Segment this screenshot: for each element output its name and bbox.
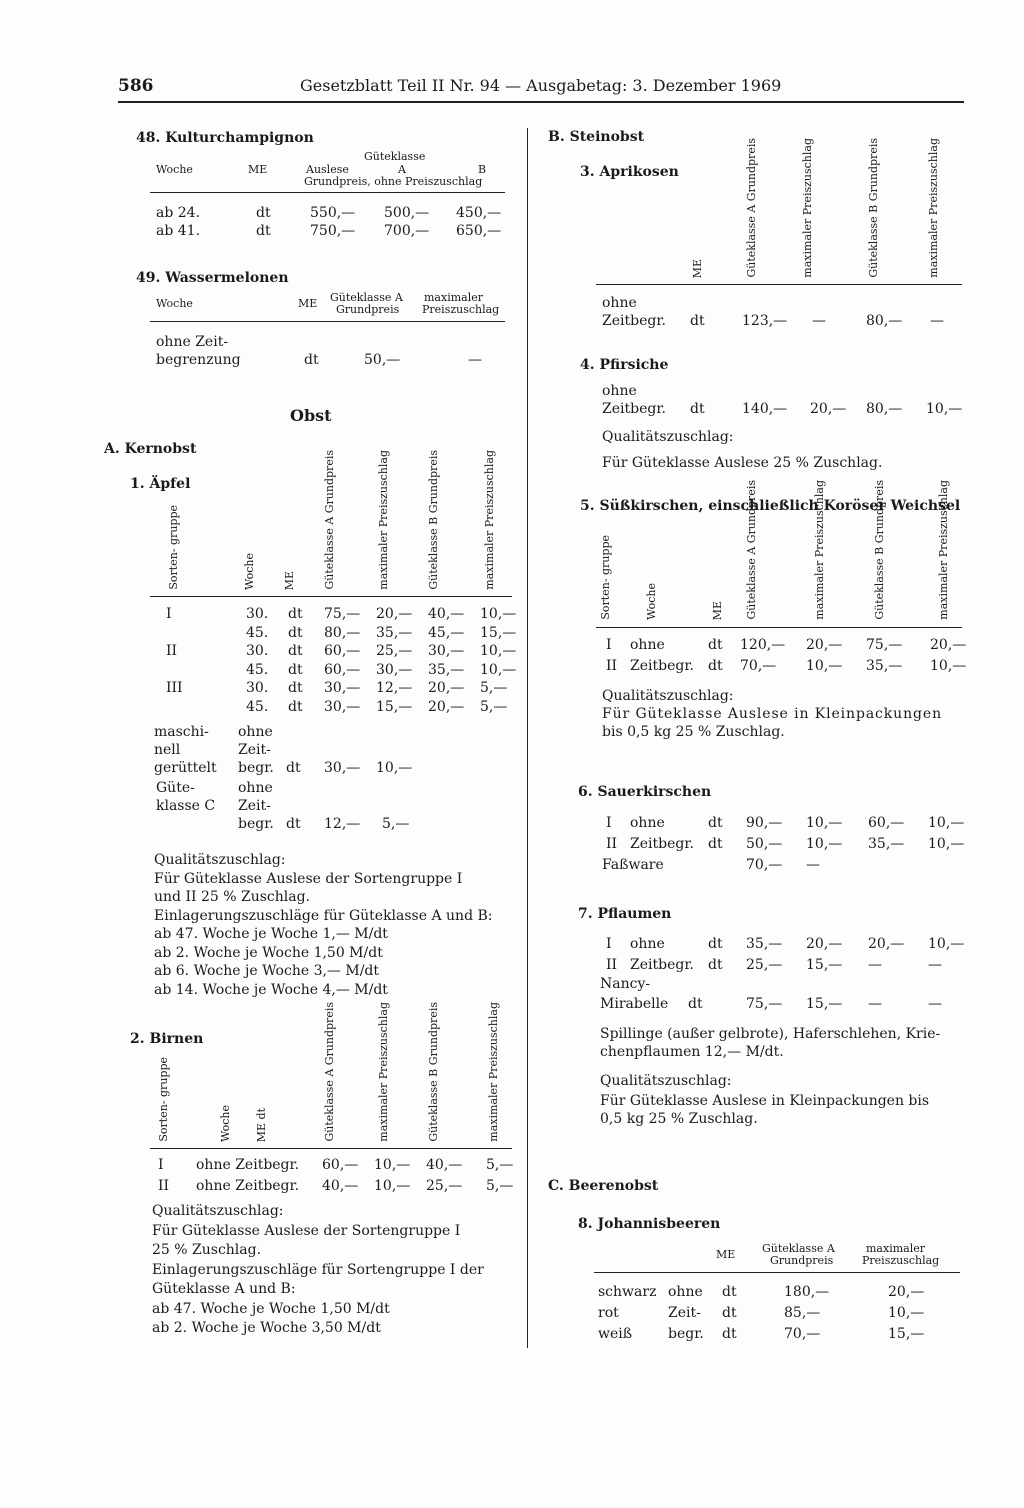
s49-gk-head: Güteklasse A [330, 291, 403, 304]
pfi-w2: Zeitbegr. [602, 401, 666, 417]
table-cell: dt [722, 1284, 737, 1300]
table-cell: 70,— [784, 1326, 821, 1342]
table-cell: dt [708, 815, 723, 831]
table-cell: ab 24. [156, 205, 201, 221]
joh-title: 8. Johannisbeeren [578, 1216, 721, 1232]
column-header: ME [691, 258, 704, 278]
s49-gp-head: Grundpreis [336, 303, 400, 316]
header-rule [118, 101, 964, 103]
table-cell: 20,— [930, 637, 967, 653]
column-header: Sorten- gruppe [157, 1057, 170, 1142]
pfi-title: 4. Pfirsiche [580, 357, 669, 373]
table-cell: 60,— [324, 643, 361, 659]
table-cell: dt [708, 836, 723, 852]
column-header: Güteklasse B Grundpreis [427, 1002, 440, 1142]
table-cell: — [928, 996, 942, 1012]
s49-pz-head: Preiszuschlag [422, 303, 500, 316]
table-cell: dt [286, 816, 301, 832]
table-cell: I [606, 936, 612, 952]
table-cell: I [606, 815, 612, 831]
table-cell: dt [288, 624, 303, 641]
joh-gp-head: Grundpreis [770, 1254, 834, 1267]
note-line: ab 2. Woche je Woche 3,50 M/dt [152, 1320, 381, 1336]
pfl-title: 7. Pflaumen [578, 906, 672, 922]
table-cell: 140,— [742, 401, 788, 417]
table-cell: 35,— [746, 936, 783, 952]
pfi-note: Qualitätszuschlag: [602, 429, 734, 445]
table-cell: ohne [668, 1284, 703, 1300]
table-cell: 20,— [428, 680, 465, 696]
pfl-nm1: Nancy- [600, 976, 651, 992]
note-line: Für Güteklasse Auslese in Kleinpackungen bis [600, 1093, 930, 1109]
table-cell: 123,— [742, 313, 788, 329]
table-cell: ohne [630, 815, 665, 831]
s48-me-head: ME [248, 163, 268, 176]
column-header: Woche [243, 553, 256, 590]
table-cell: 30. [246, 643, 269, 659]
table-cell: 180,— [784, 1284, 830, 1300]
table-cell: 5,— [480, 680, 508, 696]
aepfel-g-label: klasse C [156, 798, 216, 814]
table-cell: Zeitbegr. [630, 836, 694, 852]
table-cell: 20,— [428, 698, 465, 715]
table-cell: 30,— [324, 760, 361, 776]
table-cell: 10,— [888, 1305, 925, 1321]
column-header: Sorten- gruppe [599, 535, 612, 620]
table-cell: Faßware [602, 857, 664, 873]
table-cell: II [158, 1178, 170, 1194]
table-cell: 50,— [746, 836, 783, 852]
joh-me-head: ME [716, 1248, 736, 1261]
column-header: Woche [645, 583, 658, 620]
table-cell: dt [708, 658, 723, 674]
aepfel-m-woche: ohne [238, 724, 273, 740]
table-cell: 20,— [868, 936, 905, 952]
column-header: maximaler Preiszuschlag [801, 138, 814, 278]
note-line: Qualitätszuschlag: [154, 852, 286, 868]
column-header: maximaler Preiszuschlag [937, 480, 950, 620]
s48-rule [150, 192, 505, 193]
column-header: Güteklasse B Grundpreis [427, 450, 440, 590]
table-cell: II [166, 643, 178, 659]
table-cell: — [468, 352, 482, 368]
column-header: Güteklasse B Grundpreis [867, 138, 880, 278]
table-cell: 60,— [322, 1157, 359, 1173]
table-cell: 10,— [480, 661, 517, 678]
table-cell: 25,— [746, 957, 783, 973]
table-cell: — [868, 957, 882, 973]
table-cell: 15,— [806, 996, 843, 1012]
table-cell: Zeitbegr. [630, 957, 694, 973]
s48-gk-head: Güteklasse [364, 150, 426, 163]
table-cell: dt [304, 352, 319, 368]
aepfel-g-woche: Zeit- [238, 798, 271, 814]
table-cell: 60,— [324, 661, 361, 678]
table-cell: dt [708, 957, 723, 973]
table-cell: 30,— [324, 680, 361, 696]
s49-row-label: ohne Zeit- [156, 334, 229, 350]
note-line: ab 47. Woche je Woche 1,— M/dt [154, 926, 388, 942]
column-header: Güteklasse A Grundpreis [745, 138, 758, 278]
table-cell: 30. [246, 606, 269, 622]
table-cell: dt [256, 223, 271, 239]
table-cell: 12,— [376, 680, 413, 696]
s49-max-head: maximaler [424, 291, 483, 304]
column-header: Güteklasse B Grundpreis [873, 480, 886, 620]
table-cell: 80,— [866, 313, 903, 329]
column-header: maximaler Preiszuschlag [377, 1002, 390, 1142]
table-cell: 10,— [374, 1157, 411, 1173]
table-cell: 40,— [426, 1157, 463, 1173]
table-cell: 10,— [376, 760, 413, 776]
s49-rule [150, 321, 505, 322]
table-cell: 45. [246, 624, 269, 641]
table-cell: 10,— [374, 1178, 411, 1194]
birnen-rule [150, 1148, 512, 1149]
table-cell: 30,— [428, 643, 465, 659]
note-line: Für Güteklasse Auslese der Sortengruppe I [152, 1222, 461, 1239]
table-cell: 40,— [322, 1178, 359, 1194]
note-line: Für Güteklasse Auslese in Kleinpackungen [602, 706, 942, 722]
s49-title: 49. Wassermelonen [136, 270, 289, 286]
apr-w2: Zeitbegr. [602, 313, 666, 329]
aepfel-rule [150, 596, 512, 597]
table-cell: dt [288, 680, 303, 696]
table-cell: 650,— [456, 223, 502, 239]
s48-auslese-head: Auslese [306, 163, 349, 176]
table-cell: Zeit- [668, 1305, 701, 1321]
table-cell: I [606, 637, 612, 653]
table-cell: rot [598, 1305, 619, 1321]
note-line: Qualitätszuschlag: [152, 1203, 284, 1219]
table-cell: 15,— [480, 624, 517, 641]
note-line: ab 2. Woche je Woche 1,50 M/dt [154, 944, 383, 961]
table-cell: dt [690, 401, 705, 417]
table-cell: 25,— [376, 643, 413, 659]
apr-title: 3. Aprikosen [580, 164, 679, 180]
table-cell: I [166, 606, 172, 622]
note-line: ab 6. Woche je Woche 3,— M/dt [154, 963, 380, 979]
pfi-note: Für Güteklasse Auslese 25 % Zuschlag. [602, 455, 883, 471]
apr-w1: ohne [602, 295, 637, 311]
note-line: ab 14. Woche je Woche 4,— M/dt [154, 981, 388, 998]
column-header: maximaler Preiszuschlag [483, 450, 496, 590]
table-cell: ohne Zeitbegr. [196, 1157, 300, 1173]
table-cell: 12,— [324, 816, 361, 832]
table-cell: schwarz [598, 1284, 657, 1300]
table-cell: 70,— [746, 857, 783, 873]
table-cell: weiß [598, 1326, 633, 1342]
note-line: 25 % Zuschlag. [152, 1242, 262, 1258]
sue-title: 5. Süßkirschen, einschließlich Koröser Weichsel [580, 498, 961, 514]
note-line: und II 25 % Zuschlag. [154, 889, 310, 905]
table-cell: 20,— [806, 936, 843, 952]
table-cell: dt [286, 760, 301, 776]
column-header: maximaler Preiszuschlag [813, 480, 826, 620]
table-cell: 80,— [866, 401, 903, 417]
table-cell: 550,— [310, 205, 356, 221]
aepfel-m-woche: Zeit- [238, 742, 271, 758]
table-cell: 50,— [364, 352, 401, 368]
table-cell: 35,— [866, 658, 903, 674]
beerenobst-heading: C. Beerenobst [548, 1178, 659, 1194]
table-cell: 750,— [310, 223, 356, 239]
table-cell: 60,— [868, 815, 905, 831]
table-cell: dt [722, 1305, 737, 1321]
table-cell: 10,— [806, 658, 843, 674]
table-cell: — [868, 996, 882, 1012]
aepfel-g-label: Güte- [156, 780, 195, 796]
table-cell: 45,— [428, 624, 465, 641]
table-cell: 20,— [888, 1284, 925, 1300]
s48-b-head: B [478, 163, 487, 176]
page-number: 586 [118, 76, 154, 96]
table-cell: 5,— [480, 698, 508, 715]
table-cell: 10,— [926, 401, 963, 417]
column-header: Güteklasse A Grundpreis [745, 480, 758, 620]
note-line: Für Güteklasse Auslese der Sortengruppe I [154, 870, 463, 887]
column-divider [527, 128, 528, 1348]
table-cell: 75,— [746, 996, 783, 1012]
table-cell: 10,— [480, 643, 517, 659]
table-cell: — [806, 857, 820, 873]
table-cell: 35,— [428, 661, 465, 678]
pfi-w1: ohne [602, 383, 637, 399]
table-cell: — [812, 313, 826, 329]
aepfel-m-label: nell [154, 742, 181, 758]
table-cell: 10,— [806, 815, 843, 831]
kernobst-heading: A. Kernobst [104, 441, 197, 457]
table-cell: dt [690, 313, 705, 329]
note-line: chenpflaumen 12,— M/dt. [600, 1044, 784, 1060]
aepfel-title: 1. Äpfel [130, 476, 191, 492]
table-cell: 85,— [784, 1305, 821, 1321]
table-cell: ohne [630, 936, 665, 952]
aepfel-g-woche: begr. [238, 816, 274, 832]
table-cell: 10,— [928, 815, 965, 831]
table-cell: dt [288, 698, 303, 715]
table-cell: begr. [668, 1326, 704, 1342]
table-cell: — [928, 957, 942, 973]
table-cell: 80,— [324, 624, 361, 641]
s48-gp-head: Grundpreis, ohne Preiszuschlag [304, 175, 483, 188]
note-line: Einlagerungszuschläge für Güteklasse A und B: [154, 907, 493, 924]
table-cell: ohne [630, 637, 665, 653]
table-cell: dt [256, 205, 271, 221]
table-cell: 35,— [376, 624, 413, 641]
table-cell: 25,— [426, 1178, 463, 1194]
s49-row-label: begrenzung [156, 352, 241, 368]
table-cell: ab 41. [156, 223, 201, 239]
note-line: Qualitätszuschlag: [600, 1073, 732, 1089]
s49-woche-head: Woche [156, 297, 193, 310]
s48-woche-head: Woche [156, 163, 193, 176]
joh-pz-head: Preiszuschlag [862, 1254, 940, 1267]
table-cell: 5,— [486, 1178, 514, 1194]
note-line: Güteklasse A und B: [152, 1281, 296, 1297]
table-cell: dt [688, 996, 703, 1012]
column-header: Sorten- gruppe [167, 505, 180, 590]
table-cell: 30,— [324, 698, 361, 715]
page-header-title: Gesetzblatt Teil II Nr. 94 — Ausgabetag: 3. Dezember 1969 [300, 76, 782, 95]
sue-rule [596, 627, 962, 628]
joh-gk-head: Güteklasse A [762, 1242, 835, 1255]
table-cell: 30,— [376, 661, 413, 678]
table-cell: dt [722, 1326, 737, 1342]
column-header: Güteklasse A Grundpreis [323, 450, 336, 590]
aepfel-m-woche: begr. [238, 760, 274, 776]
column-header: ME [283, 570, 296, 590]
table-cell: I [158, 1157, 164, 1173]
table-cell: 15,— [806, 957, 843, 973]
table-cell: 70,— [740, 658, 777, 674]
birnen-title: 2. Birnen [130, 1031, 204, 1047]
column-header: maximaler Preiszuschlag [927, 138, 940, 278]
table-cell: 120,— [740, 637, 786, 653]
steinobst-heading: B. Steinobst [548, 129, 645, 145]
table-cell: 20,— [376, 606, 413, 622]
table-cell: 10,— [928, 836, 965, 852]
table-cell: 30. [246, 680, 269, 696]
aepfel-m-label: gerüttelt [154, 760, 217, 776]
note-line: Qualitätszuschlag: [602, 688, 734, 704]
table-cell: 450,— [456, 205, 502, 221]
table-cell: II [606, 957, 618, 973]
column-header: ME dt [255, 1107, 268, 1142]
s49-me-head: ME [298, 297, 318, 310]
apr-rule [596, 284, 962, 285]
table-cell: 10,— [930, 658, 967, 674]
table-cell: dt [288, 606, 303, 622]
column-header: maximaler Preiszuschlag [487, 1002, 500, 1142]
table-cell: dt [708, 936, 723, 952]
obst-heading: Obst [290, 406, 332, 425]
column-header: maximaler Preiszuschlag [377, 450, 390, 590]
table-cell: 10,— [928, 936, 965, 952]
table-cell: 10,— [480, 606, 517, 622]
note-line: Einlagerungszuschläge für Sortengruppe I der [152, 1261, 484, 1278]
table-cell: 500,— [384, 205, 430, 221]
table-cell: 90,— [746, 815, 783, 831]
joh-max-head: maximaler [866, 1242, 925, 1255]
joh-rule [594, 1272, 960, 1273]
table-cell: 45. [246, 698, 269, 715]
table-cell: 45. [246, 661, 269, 678]
table-cell: 20,— [806, 637, 843, 653]
table-cell: 75,— [866, 637, 903, 653]
aepfel-m-label: maschi- [154, 724, 209, 740]
pfl-nm2: Mirabelle [600, 996, 669, 1012]
table-cell: 700,— [384, 223, 430, 239]
note-line: Spillinge (außer gelbrote), Haferschlehen, Krie- [600, 1026, 941, 1042]
note-line: ab 47. Woche je Woche 1,50 M/dt [152, 1300, 390, 1317]
sau-title: 6. Sauerkirschen [578, 784, 712, 800]
note-line: bis 0,5 kg 25 % Zuschlag. [602, 724, 785, 740]
table-cell: 15,— [888, 1326, 925, 1342]
s48-a-head: A [398, 163, 406, 176]
column-header: Woche [219, 1105, 232, 1142]
table-cell: 75,— [324, 606, 361, 622]
s48-title: 48. Kulturchampignon [136, 130, 314, 146]
table-cell: 10,— [806, 836, 843, 852]
table-cell: 15,— [376, 698, 413, 715]
table-cell: 40,— [428, 606, 465, 622]
column-header: Güteklasse A Grundpreis [323, 1002, 336, 1142]
table-cell: III [166, 680, 183, 696]
table-cell: 5,— [382, 816, 410, 832]
table-cell: — [930, 313, 944, 329]
table-cell: II [606, 658, 618, 674]
aepfel-g-woche: ohne [238, 780, 273, 796]
table-cell: dt [708, 637, 723, 653]
table-cell: dt [288, 661, 303, 678]
table-cell: ohne Zeitbegr. [196, 1178, 300, 1194]
table-cell: Zeitbegr. [630, 658, 694, 674]
note-line: 0,5 kg 25 % Zuschlag. [600, 1111, 758, 1127]
table-cell: 5,— [486, 1157, 514, 1173]
table-cell: dt [288, 643, 303, 659]
table-cell: II [606, 836, 618, 852]
column-header: ME [711, 600, 724, 620]
table-cell: 35,— [868, 836, 905, 852]
table-cell: 20,— [810, 401, 847, 417]
